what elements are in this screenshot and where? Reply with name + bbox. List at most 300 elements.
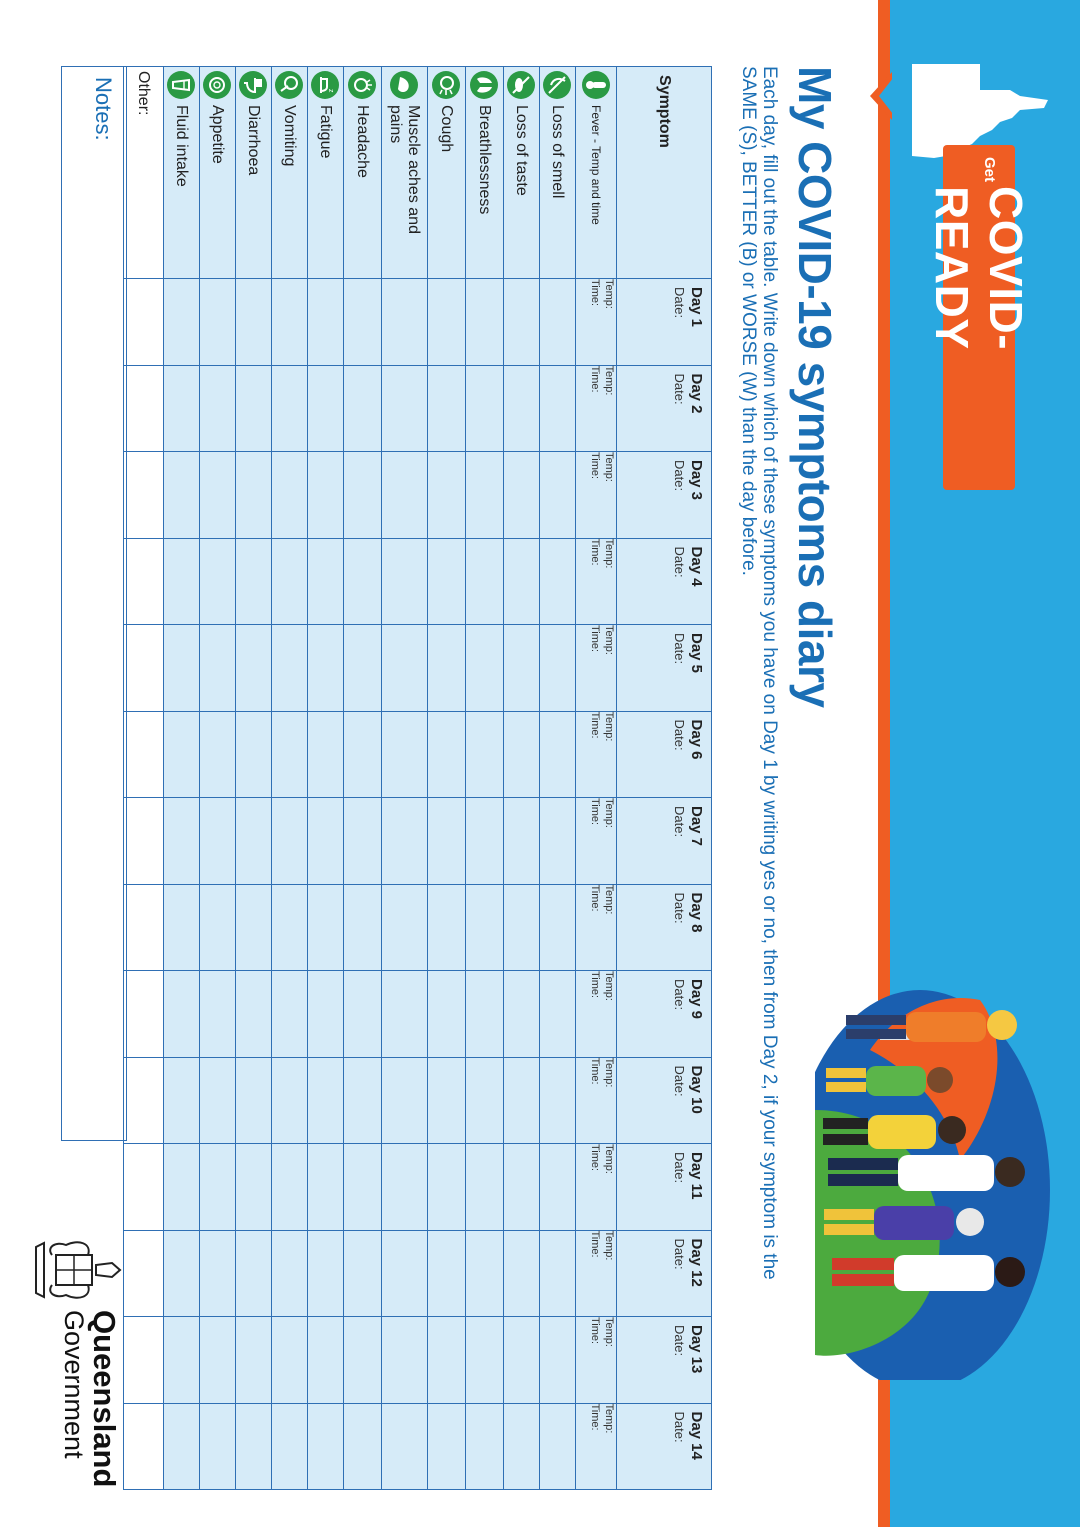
symptom-cell	[344, 67, 382, 279]
day-column-header	[617, 625, 712, 712]
symptom-entry-cell[interactable]	[308, 711, 344, 798]
symptom-entry-cell[interactable]	[308, 1057, 344, 1144]
date-label: Date:	[672, 806, 687, 838]
table-row	[382, 67, 428, 1490]
symptom-entry-cell[interactable]	[540, 1057, 576, 1144]
symptom-entry-cell[interactable]	[504, 1317, 540, 1404]
symptom-entry-cell[interactable]	[124, 798, 164, 885]
temp-time-cell[interactable]	[576, 452, 617, 539]
symptom-entry-cell[interactable]	[428, 711, 466, 798]
symptom-entry-cell[interactable]	[504, 279, 540, 366]
temp-time-cell[interactable]	[576, 1317, 617, 1404]
symptom-entry-cell[interactable]	[236, 452, 272, 539]
table-row	[164, 67, 200, 1490]
time-label: Time:	[589, 538, 601, 566]
symptom-entry-cell[interactable]	[504, 1403, 540, 1490]
symptom-entry-cell[interactable]	[382, 538, 428, 625]
instructions: Each day, fill out the table. Write down which of these symptoms you have on Day 1 by writing yes or no, then from Day 2, if your symptom is the SAME (S), BETTER (B) or WORSE (W) than the day before.	[738, 66, 780, 1280]
day-label: Day 12	[688, 1238, 705, 1287]
date-label: Date:	[672, 287, 687, 319]
symptom-entry-cell[interactable]	[382, 1403, 428, 1490]
symptom-entry-cell[interactable]	[540, 1144, 576, 1231]
symptom-entry-cell[interactable]	[272, 1403, 308, 1490]
symptom-entry-cell[interactable]	[504, 1057, 540, 1144]
symptom-entry-cell[interactable]	[272, 1144, 308, 1231]
time-label: Time:	[589, 1403, 601, 1431]
symptom-cell	[308, 67, 344, 279]
temp-time-cell[interactable]	[576, 625, 617, 712]
symptom-entry-cell[interactable]	[382, 1144, 428, 1231]
symptom-entry-cell[interactable]	[236, 1230, 272, 1317]
symptom-entry-cell[interactable]	[466, 798, 504, 885]
symptom-entry-cell[interactable]	[504, 971, 540, 1058]
people-illustration-icon	[815, 960, 1070, 1380]
symptom-entry-cell[interactable]	[504, 1230, 540, 1317]
symptom-entry-cell[interactable]	[344, 711, 382, 798]
time-label: Time:	[589, 279, 601, 307]
symptom-entry-cell[interactable]	[200, 452, 236, 539]
symptom-entry-cell[interactable]	[428, 279, 466, 366]
badge-prefix: Get	[981, 157, 999, 183]
symptom-entry-cell[interactable]	[200, 625, 236, 712]
day-column-header	[617, 884, 712, 971]
symptom-entry-cell[interactable]	[308, 971, 344, 1058]
day-label: Day 13	[688, 1325, 705, 1374]
temp-label: Temp:	[603, 279, 615, 309]
symptom-entry-cell[interactable]	[236, 884, 272, 971]
symptom-cell	[124, 67, 164, 279]
cup-icon	[168, 71, 196, 99]
symptom-entry-cell[interactable]	[200, 1317, 236, 1404]
day-column-header	[617, 1057, 712, 1144]
date-label: Date:	[672, 1411, 687, 1443]
symptom-entry-cell[interactable]	[164, 365, 200, 452]
date-label: Date:	[672, 892, 687, 924]
time-label: Time:	[589, 452, 601, 480]
symptom-entry-cell[interactable]	[504, 884, 540, 971]
symptom-label: Other:	[135, 71, 153, 116]
day-column-header	[617, 279, 712, 366]
time-label: Time:	[589, 1057, 601, 1085]
symptom-entry-cell[interactable]	[236, 1144, 272, 1231]
symptom-entry-cell[interactable]	[236, 1403, 272, 1490]
symptom-entry-cell[interactable]	[540, 971, 576, 1058]
symptom-entry-cell[interactable]	[466, 1230, 504, 1317]
symptom-entry-cell[interactable]	[272, 279, 308, 366]
symptom-entry-cell[interactable]	[164, 1144, 200, 1231]
symptom-entry-cell[interactable]	[124, 365, 164, 452]
gov-name-line2: Government	[59, 1310, 89, 1459]
symptom-entry-cell[interactable]	[344, 365, 382, 452]
temp-time-cell[interactable]	[576, 798, 617, 885]
symptom-entry-cell[interactable]	[540, 1403, 576, 1490]
temp-time-cell[interactable]	[576, 1057, 617, 1144]
symptom-entry-cell[interactable]	[540, 365, 576, 452]
symptom-entry-cell[interactable]	[272, 365, 308, 452]
symptom-entry-cell[interactable]	[428, 884, 466, 971]
symptom-entry-cell[interactable]	[466, 971, 504, 1058]
symptom-label: Loss of smell	[549, 105, 567, 199]
symptom-entry-cell[interactable]	[200, 971, 236, 1058]
no-taste-icon	[508, 71, 536, 99]
symptom-entry-cell[interactable]	[428, 365, 466, 452]
symptom-entry-cell[interactable]	[466, 1144, 504, 1231]
table-row	[308, 67, 344, 1490]
symptom-entry-cell[interactable]	[308, 798, 344, 885]
symptom-entry-cell[interactable]	[382, 971, 428, 1058]
symptom-cell	[236, 67, 272, 279]
symptom-entry-cell[interactable]	[466, 538, 504, 625]
table-row	[124, 67, 164, 1490]
symptom-entry-cell[interactable]	[540, 711, 576, 798]
svg-text:z: z	[327, 89, 335, 93]
symptom-entry-cell[interactable]	[124, 884, 164, 971]
symptom-entry-cell[interactable]	[382, 452, 428, 539]
symptom-entry-cell[interactable]	[382, 711, 428, 798]
symptom-entry-cell[interactable]	[308, 538, 344, 625]
symptom-entry-cell[interactable]	[200, 1144, 236, 1231]
symptom-entry-cell[interactable]	[466, 1057, 504, 1144]
symptom-entry-cell[interactable]	[382, 1057, 428, 1144]
table-row	[504, 67, 540, 1490]
symptom-cell	[428, 67, 466, 279]
page-title: My COVID-19 symptoms diary	[789, 66, 841, 708]
symptom-entry-cell[interactable]	[308, 1144, 344, 1231]
symptom-entry-cell[interactable]	[124, 711, 164, 798]
symptom-entry-cell[interactable]	[466, 884, 504, 971]
symptom-entry-cell[interactable]	[504, 625, 540, 712]
symptom-entry-cell[interactable]	[272, 1317, 308, 1404]
gov-name-line1: Queensland	[87, 1310, 122, 1488]
day-column-header	[617, 1144, 712, 1231]
day-column-header	[617, 365, 712, 452]
table-row	[236, 67, 272, 1490]
symptom-entry-cell[interactable]	[200, 884, 236, 971]
symptom-entry-cell[interactable]	[428, 625, 466, 712]
symptom-entry-cell[interactable]	[466, 711, 504, 798]
table-row	[344, 67, 382, 1490]
symptom-entry-cell[interactable]	[466, 625, 504, 712]
symptom-entry-cell[interactable]	[272, 538, 308, 625]
symptom-entry-cell[interactable]	[308, 279, 344, 366]
table-row	[540, 67, 576, 1490]
symptom-label: Headache	[354, 105, 372, 178]
table-row	[200, 67, 236, 1490]
time-label: Time:	[589, 365, 601, 393]
symptom-entry-cell[interactable]	[164, 1057, 200, 1144]
headache-icon	[349, 71, 377, 99]
time-label: Time:	[589, 1144, 601, 1172]
symptom-entry-cell[interactable]	[200, 279, 236, 366]
symptom-entry-cell[interactable]	[466, 279, 504, 366]
temp-label: Temp:	[603, 1144, 615, 1174]
symptom-entry-cell[interactable]	[466, 1403, 504, 1490]
symptom-cell	[576, 67, 617, 279]
symptom-entry-cell[interactable]	[124, 1403, 164, 1490]
symptom-entry-cell[interactable]	[164, 279, 200, 366]
symptom-entry-cell[interactable]	[236, 971, 272, 1058]
symptom-entry-cell[interactable]	[236, 711, 272, 798]
symptom-entry-cell[interactable]	[540, 884, 576, 971]
lungs-icon	[471, 71, 499, 99]
date-label: Date:	[672, 633, 687, 665]
day-label: Day 6	[688, 719, 705, 760]
symptom-entry-cell[interactable]	[236, 1317, 272, 1404]
symptom-label: Diarrhoea	[245, 105, 263, 176]
symptom-entry-cell[interactable]	[382, 1317, 428, 1404]
day-label: Day 11	[688, 1152, 705, 1200]
date-label: Date:	[672, 373, 687, 405]
symptom-entry-cell[interactable]	[272, 884, 308, 971]
symptom-cell	[164, 67, 200, 279]
symptom-entry-cell[interactable]	[540, 1317, 576, 1404]
date-label: Date:	[672, 1152, 687, 1184]
temp-label: Temp:	[603, 1403, 615, 1434]
symptom-entry-cell[interactable]	[272, 971, 308, 1058]
symptom-entry-cell[interactable]	[344, 279, 382, 366]
plate-icon	[204, 71, 232, 99]
date-label: Date:	[672, 460, 687, 492]
symptom-entry-cell[interactable]	[124, 279, 164, 366]
badge-title: COVID-READY	[926, 186, 1032, 351]
symptom-entry-cell[interactable]	[382, 365, 428, 452]
symptom-entry-cell[interactable]	[344, 971, 382, 1058]
date-label: Date:	[672, 546, 687, 578]
day-label: Day 5	[688, 633, 705, 674]
symptom-entry-cell[interactable]	[164, 884, 200, 971]
symptom-entry-cell[interactable]	[164, 971, 200, 1058]
symptom-entry-cell[interactable]	[200, 1403, 236, 1490]
toilet-icon	[240, 71, 268, 99]
symptom-entry-cell[interactable]	[200, 798, 236, 885]
thermometer-icon	[582, 71, 610, 99]
symptom-entry-cell[interactable]	[272, 625, 308, 712]
temp-label: Temp:	[603, 365, 615, 396]
symptom-entry-cell[interactable]	[124, 1144, 164, 1231]
time-label: Time:	[589, 625, 601, 653]
symptom-entry-cell[interactable]	[504, 452, 540, 539]
symptom-label: Cough	[438, 105, 456, 153]
temp-time-cell[interactable]	[576, 279, 617, 366]
date-label: Date:	[672, 719, 687, 751]
symptom-entry-cell[interactable]	[164, 625, 200, 712]
temp-time-cell[interactable]	[576, 365, 617, 452]
symptom-entry-cell[interactable]	[382, 279, 428, 366]
temp-label: Temp:	[603, 538, 615, 569]
temp-time-cell[interactable]	[576, 1403, 617, 1490]
time-label: Time:	[589, 1317, 601, 1345]
symptom-entry-cell[interactable]	[428, 798, 466, 885]
symptom-entry-cell[interactable]	[236, 798, 272, 885]
day-label: Day 14	[688, 1411, 705, 1460]
symptom-label: Fluid intake	[173, 105, 191, 187]
symptom-entry-cell[interactable]	[124, 538, 164, 625]
temp-time-cell[interactable]	[576, 1230, 617, 1317]
day-label: Day 4	[688, 546, 705, 587]
table-row	[428, 67, 466, 1490]
symptom-entry-cell[interactable]	[382, 625, 428, 712]
temp-time-cell[interactable]	[576, 971, 617, 1058]
symptom-entry-cell[interactable]	[428, 1230, 466, 1317]
symptom-entry-cell[interactable]	[236, 538, 272, 625]
day-column-header	[617, 1230, 712, 1317]
symptom-entry-cell[interactable]	[540, 279, 576, 366]
symptom-entry-cell[interactable]	[344, 884, 382, 971]
day-column-header	[617, 1317, 712, 1404]
queensland-crest-icon	[30, 1235, 122, 1305]
day-column-header	[617, 452, 712, 539]
symptom-entry-cell[interactable]	[124, 1057, 164, 1144]
symptom-entry-cell[interactable]	[466, 1317, 504, 1404]
muscle-icon	[391, 71, 419, 99]
temp-time-cell[interactable]	[576, 538, 617, 625]
date-label: Date:	[672, 979, 687, 1011]
symptom-entry-cell[interactable]	[272, 452, 308, 539]
symptom-entry-cell[interactable]	[164, 711, 200, 798]
temp-label: Temp:	[603, 971, 615, 1001]
day-label: Day 9	[688, 979, 705, 1020]
symptom-entry-cell[interactable]	[504, 798, 540, 885]
symptom-entry-cell[interactable]	[124, 1230, 164, 1317]
symptom-label: Breathlessness	[476, 105, 494, 215]
symptom-entry-cell[interactable]	[200, 365, 236, 452]
temp-time-cell[interactable]	[576, 1144, 617, 1231]
symptom-entry-cell[interactable]	[382, 1230, 428, 1317]
temp-label: Temp:	[603, 1230, 615, 1261]
symptom-entry-cell[interactable]	[428, 971, 466, 1058]
symptom-entry-cell[interactable]	[428, 1144, 466, 1231]
symptom-entry-cell[interactable]	[200, 1057, 236, 1144]
symptom-entry-cell[interactable]	[382, 798, 428, 885]
symptom-entry-cell[interactable]	[200, 711, 236, 798]
symptom-entry-cell[interactable]	[272, 798, 308, 885]
symptom-entry-cell[interactable]	[344, 1403, 382, 1490]
symptom-entry-cell[interactable]	[344, 625, 382, 712]
symptom-entry-cell[interactable]	[164, 538, 200, 625]
symptom-entry-cell[interactable]	[236, 279, 272, 366]
date-label: Date:	[672, 1238, 687, 1270]
symptom-entry-cell[interactable]	[344, 1317, 382, 1404]
symptom-entry-cell[interactable]	[236, 1057, 272, 1144]
symptom-entry-cell[interactable]	[344, 1230, 382, 1317]
symptom-entry-cell[interactable]	[308, 884, 344, 971]
cough-icon	[433, 71, 461, 99]
temp-label: Temp:	[603, 1317, 615, 1347]
covid-ready-badge	[926, 145, 1032, 490]
temp-label: Temp:	[603, 798, 615, 828]
temp-label: Temp:	[603, 884, 615, 915]
symptom-entry-cell[interactable]	[308, 1403, 344, 1490]
symptom-entry-cell[interactable]	[308, 365, 344, 452]
symptom-cell	[272, 67, 308, 279]
time-label: Time:	[589, 1230, 601, 1258]
symptom-entry-cell[interactable]	[164, 1230, 200, 1317]
symptom-entry-cell[interactable]	[428, 538, 466, 625]
symptom-entry-cell[interactable]	[272, 1057, 308, 1144]
symptom-entry-cell[interactable]	[466, 452, 504, 539]
date-label: Date:	[672, 1325, 687, 1357]
symptom-entry-cell[interactable]	[164, 452, 200, 539]
symptom-entry-cell[interactable]	[308, 452, 344, 539]
symptom-label: Fever - Temp and time	[589, 105, 603, 225]
notes-label: Notes:	[91, 77, 116, 141]
symptom-entry-cell[interactable]	[540, 625, 576, 712]
symptom-entry-cell[interactable]	[540, 1230, 576, 1317]
symptom-entry-cell[interactable]	[124, 625, 164, 712]
symptom-entry-cell[interactable]	[164, 1403, 200, 1490]
table-header-row	[617, 67, 712, 1490]
day-label: Day 7	[688, 806, 705, 847]
time-label: Time:	[589, 971, 601, 999]
symptom-entry-cell[interactable]	[200, 1230, 236, 1317]
symptom-entry-cell[interactable]	[200, 538, 236, 625]
symptom-entry-cell[interactable]	[382, 884, 428, 971]
symptom-entry-cell[interactable]	[236, 365, 272, 452]
notes-box[interactable]	[61, 66, 127, 1141]
symptom-entry-cell[interactable]	[344, 452, 382, 539]
symptom-entry-cell[interactable]	[272, 1230, 308, 1317]
temp-time-cell[interactable]	[576, 884, 617, 971]
temp-label: Temp:	[603, 625, 615, 655]
date-label: Date:	[672, 1065, 687, 1097]
temp-time-cell[interactable]	[576, 711, 617, 798]
symptom-entry-cell[interactable]	[504, 1144, 540, 1231]
symptom-label: Muscle aches and pains	[387, 105, 423, 234]
symptom-entry-cell[interactable]	[164, 798, 200, 885]
day-label: Day 1	[688, 287, 705, 328]
symptom-entry-cell[interactable]	[308, 1317, 344, 1404]
symptom-column-header: Symptom	[617, 67, 712, 279]
symptom-entry-cell[interactable]	[124, 1317, 164, 1404]
time-label: Time:	[589, 798, 601, 826]
symptom-entry-cell[interactable]	[428, 452, 466, 539]
symptom-entry-cell[interactable]	[344, 1057, 382, 1144]
day-label: Day 2	[688, 373, 705, 414]
symptom-entry-cell[interactable]	[504, 365, 540, 452]
symptom-entry-cell[interactable]	[540, 538, 576, 625]
symptom-entry-cell[interactable]	[428, 1057, 466, 1144]
symptom-label: Appetite	[209, 105, 227, 164]
symptom-entry-cell[interactable]	[428, 1403, 466, 1490]
symptom-entry-cell[interactable]	[540, 798, 576, 885]
symptom-entry-cell[interactable]	[124, 971, 164, 1058]
symptom-entry-cell[interactable]	[466, 365, 504, 452]
symptom-entry-cell[interactable]	[504, 538, 540, 625]
vomiting-icon	[276, 71, 304, 99]
time-label: Time:	[589, 711, 601, 739]
symptom-entry-cell[interactable]	[428, 1317, 466, 1404]
temp-label: Temp:	[603, 452, 615, 482]
symptom-cell	[504, 67, 540, 279]
symptom-entry-cell[interactable]	[236, 625, 272, 712]
temp-label: Temp:	[603, 711, 615, 742]
symptom-entry-cell[interactable]	[308, 625, 344, 712]
symptom-entry-cell[interactable]	[272, 711, 308, 798]
symptom-entry-cell[interactable]	[344, 1144, 382, 1231]
day-column-header	[617, 798, 712, 885]
symptom-entry-cell[interactable]	[344, 538, 382, 625]
symptom-entry-cell[interactable]	[344, 798, 382, 885]
symptom-entry-cell[interactable]	[164, 1317, 200, 1404]
symptom-entry-cell[interactable]	[124, 452, 164, 539]
symptom-cell	[540, 67, 576, 279]
no-smell-icon	[544, 71, 572, 99]
symptom-entry-cell[interactable]	[504, 711, 540, 798]
symptom-label: Fatigue	[317, 105, 335, 159]
symptom-entry-cell[interactable]	[308, 1230, 344, 1317]
fatigue-icon	[312, 71, 340, 99]
symptom-entry-cell[interactable]	[540, 452, 576, 539]
